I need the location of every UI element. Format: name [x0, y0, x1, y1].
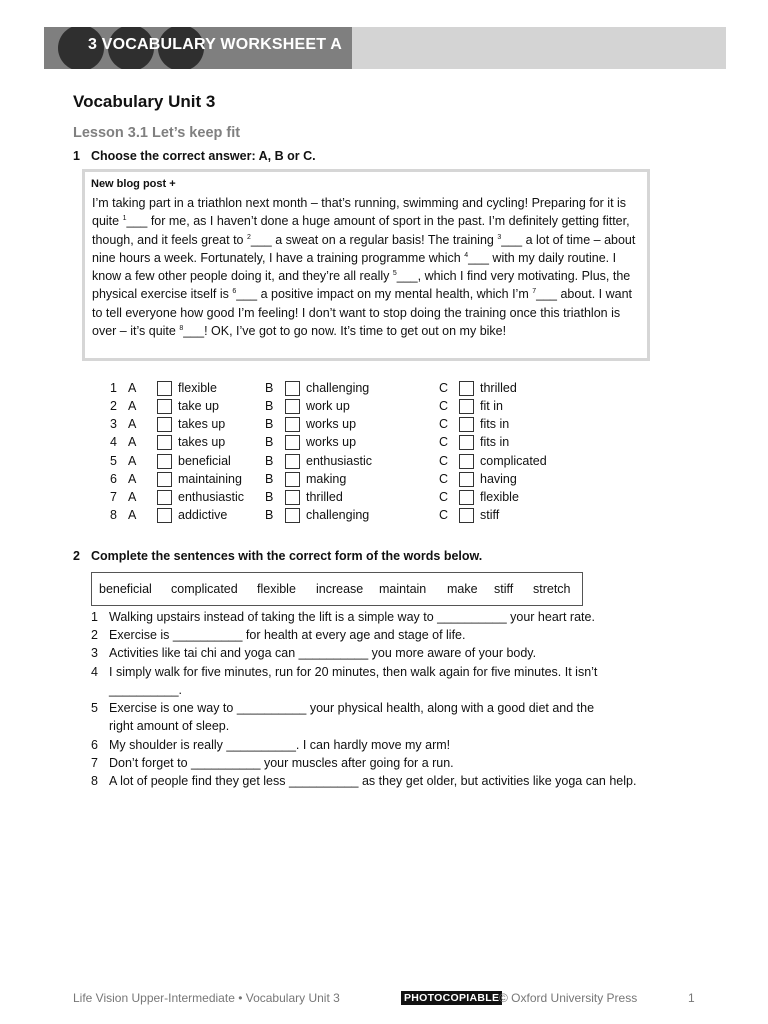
sentence-text: I simply walk for five minutes, run for 20 minutes, then walk again for five minutes. It isn’t [109, 665, 598, 679]
unit-title: Vocabulary Unit 3 [73, 92, 216, 111]
option-b-text: works up [306, 417, 357, 431]
instruction-text: Choose the correct answer: A, B or C. [91, 149, 316, 163]
worksheet-title: 3 VOCABULARY WORKSHEET A [88, 36, 343, 53]
option-letter-b: B [265, 399, 274, 413]
sentence-number: 5 [91, 701, 98, 715]
checkbox-a[interactable] [157, 417, 172, 432]
header-title-block [44, 27, 352, 69]
option-row [0, 381, 768, 399]
option-letter-c: C [439, 472, 449, 486]
checkbox-a[interactable] [157, 381, 172, 396]
blog-post-box [82, 169, 650, 361]
sentence-text: Don’t forget to __________ your muscles after going for a run. [109, 756, 454, 770]
option-a-text: maintaining [178, 472, 242, 486]
word-bank [91, 572, 583, 606]
checkbox-a[interactable] [157, 490, 172, 505]
option-letter-c: C [439, 508, 449, 522]
option-letter-a: A [128, 472, 137, 486]
worksheet-header [44, 27, 726, 69]
option-c-text: flexible [480, 490, 519, 504]
page-number: 1 [688, 991, 695, 1005]
option-letter-a: A [128, 454, 137, 468]
checkbox-c[interactable] [459, 472, 474, 487]
word-bank-item: stiff [494, 582, 514, 596]
exercise-number: 2 [73, 549, 80, 563]
checkbox-a[interactable] [157, 472, 172, 487]
checkbox-b[interactable] [285, 490, 300, 505]
option-c-text: having [480, 472, 517, 486]
photocopiable-badge: PHOTOCOPIABLE [401, 991, 502, 1005]
option-row [0, 490, 768, 508]
option-b-text: work up [306, 399, 350, 413]
question-number: 4 [110, 435, 117, 449]
question-number: 1 [110, 381, 117, 395]
option-letter-b: B [265, 454, 274, 468]
sentence-number: 1 [91, 610, 98, 624]
checkbox-b[interactable] [285, 454, 300, 469]
question-number: 2 [110, 399, 117, 413]
sentence-number: 3 [91, 646, 98, 660]
option-letter-c: C [439, 490, 449, 504]
option-a-text: enthusiastic [178, 490, 245, 504]
option-letter-a: A [128, 381, 137, 395]
checkbox-a[interactable] [157, 508, 172, 523]
option-letter-c: C [439, 399, 449, 413]
sentence-text: Exercise is one way to __________ your physical health, along with a good diet and the [109, 701, 595, 715]
checkbox-c[interactable] [459, 435, 474, 450]
option-row [0, 472, 768, 490]
option-b-text: thrilled [306, 490, 343, 504]
checkbox-b[interactable] [285, 435, 300, 450]
option-letter-a: A [128, 399, 137, 413]
question-number: 3 [110, 417, 117, 431]
footer-publisher: © Oxford University Press [499, 991, 638, 1005]
checkbox-b[interactable] [285, 417, 300, 432]
word-bank-item: complicated [171, 582, 238, 596]
option-b-text: challenging [306, 381, 370, 395]
option-row [0, 435, 768, 453]
option-a-text: addictive [178, 508, 228, 522]
word-bank-item: stretch [533, 582, 571, 596]
option-row [0, 454, 768, 472]
option-letter-c: C [439, 454, 449, 468]
sentence-number: 8 [91, 774, 98, 788]
option-b-text: challenging [306, 508, 370, 522]
sentence-number: 4 [91, 665, 98, 679]
sentence-text: Activities like tai chi and yoga can __________ you more aware of your body. [109, 646, 537, 660]
option-c-text: complicated [480, 454, 547, 468]
sentence-number: 7 [91, 756, 98, 770]
option-letter-b: B [265, 417, 274, 431]
option-b-text: works up [306, 435, 357, 449]
blog-heading: New blog post + [91, 178, 176, 190]
word-bank-item: make [447, 582, 478, 596]
option-c-text: fit in [480, 399, 503, 413]
option-a-text: take up [178, 399, 220, 413]
checkbox-b[interactable] [285, 399, 300, 414]
option-letter-c: C [439, 435, 449, 449]
option-row [0, 508, 768, 526]
sentence-text: A lot of people find they get less __________ as they get older, but activities like yoga can help. [109, 774, 637, 788]
option-row [0, 417, 768, 435]
sentence-text-continued: __________. [109, 683, 182, 697]
option-a-text: takes up [178, 417, 226, 431]
sentence-text: Exercise is __________ for health at every age and stage of life. [109, 628, 466, 642]
option-letter-b: B [265, 490, 274, 504]
checkbox-b[interactable] [285, 381, 300, 396]
option-letter-a: A [128, 417, 137, 431]
sentence-number: 6 [91, 738, 98, 752]
exercise2-instruction [73, 549, 482, 563]
word-bank-item: maintain [379, 582, 427, 596]
option-letter-c: C [439, 417, 449, 431]
checkbox-a[interactable] [157, 454, 172, 469]
blog-text: I’m taking part in a triathlon next month – that’s running, swimming and cycling! Preparing for it is quite $^1$___ for me, as I haven’t done a huge amount of sport in the past. I’m definitely getting fitter, though, and it feels great to $^2$___ a sweat on a regular basis! The training $^3$___ a lot of time – about nine hours a week. Fortunately, I have a training programme which $^4$___ with my daily routine. I know a few other people doing it, and they’re all really $^5$___, which I find very motivating. Plus, the physical exercise itself is $^6$___ a positive impact on my mental health, which I’m $^7$___ about. I want to tell everyone how good I’m feeling! I don’t want to stop doing the training once this triathlon is over – it’s quite $^8$___! OK, I’ve got to go now. It’s time to get out on my bike! [92, 196, 636, 339]
question-number: 7 [110, 490, 117, 504]
option-c-text: stiff [480, 508, 500, 522]
option-b-text: making [306, 472, 347, 486]
option-letter-b: B [265, 381, 274, 395]
checkbox-c[interactable] [459, 399, 474, 414]
word-bank-item: flexible [257, 582, 296, 596]
sentence-text: Walking upstairs instead of taking the lift is a simple way to __________ your heart rate. [109, 610, 595, 624]
option-letter-b: B [265, 472, 274, 486]
question-number: 8 [110, 508, 117, 522]
sentence-text: My shoulder is really __________. I can hardly move my arm! [109, 738, 451, 752]
option-a-text: beneficial [178, 454, 231, 468]
checkbox-b[interactable] [285, 472, 300, 487]
option-letter-a: A [128, 508, 137, 522]
checkbox-b[interactable] [285, 508, 300, 523]
checkbox-a[interactable] [157, 399, 172, 414]
option-row [0, 399, 768, 417]
option-b-text: enthusiastic [306, 454, 373, 468]
option-a-text: takes up [178, 435, 226, 449]
checkbox-c[interactable] [459, 381, 474, 396]
question-number: 6 [110, 472, 117, 486]
word-bank-item: increase [316, 582, 364, 596]
word-bank-item: beneficial [99, 582, 152, 596]
footer-course-info: Life Vision Upper-Intermediate • Vocabulary Unit 3 [73, 991, 340, 1005]
checkbox-c[interactable] [459, 490, 474, 505]
question-number: 5 [110, 454, 117, 468]
sentence-text-continued: right amount of sleep. [109, 719, 230, 733]
checkbox-c[interactable] [459, 508, 474, 523]
exercise1-instruction [73, 149, 316, 163]
exercise-number: 1 [73, 149, 80, 163]
option-c-text: thrilled [480, 381, 517, 395]
option-letter-b: B [265, 508, 274, 522]
option-letter-b: B [265, 435, 274, 449]
option-letter-c: C [439, 381, 449, 395]
checkbox-c[interactable] [459, 454, 474, 469]
checkbox-a[interactable] [157, 435, 172, 450]
option-a-text: flexible [178, 381, 217, 395]
lesson-title: Lesson 3.1 Let’s keep fit [73, 125, 241, 141]
option-letter-a: A [128, 490, 137, 504]
instruction-text: Complete the sentences with the correct form of the words below. [91, 549, 483, 563]
option-letter-a: A [128, 435, 137, 449]
option-c-text: fits in [480, 435, 510, 449]
checkbox-c[interactable] [459, 417, 474, 432]
option-c-text: fits in [480, 417, 510, 431]
sentence-number: 2 [91, 628, 98, 642]
